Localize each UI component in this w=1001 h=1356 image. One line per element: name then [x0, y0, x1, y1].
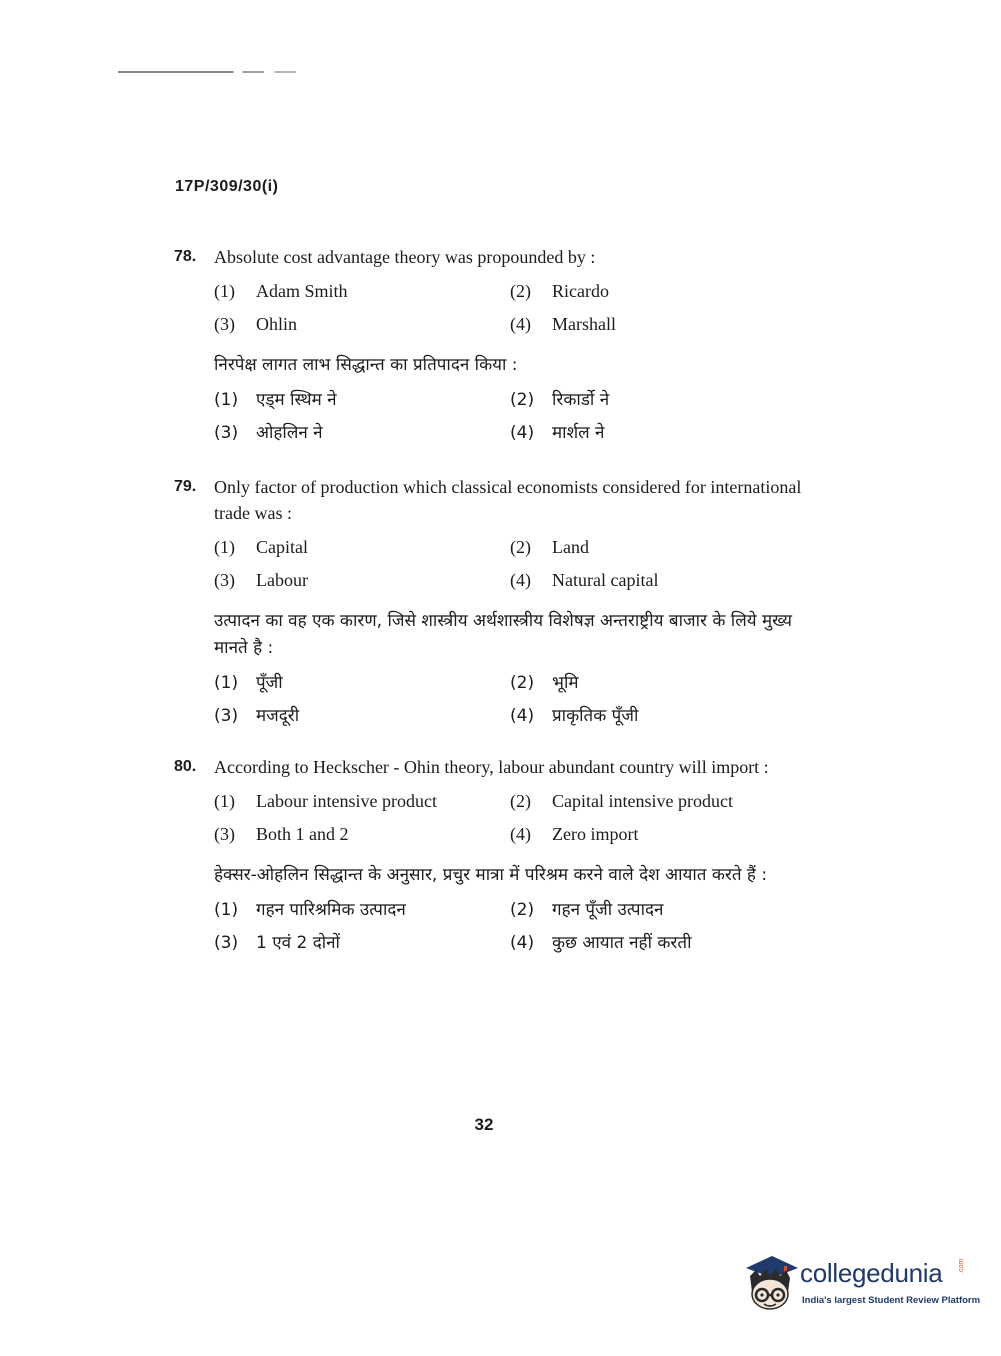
option-1: (1) Labour intensive product	[214, 791, 437, 811]
mascot-logo-icon	[742, 1250, 802, 1320]
option-4-hi: (4) प्राकृतिक पूँजी	[510, 706, 639, 726]
option-3: (3) Ohlin	[214, 314, 298, 334]
option-1-hi: (1) पूँजी	[214, 673, 283, 693]
option-1: (1) Adam Smith	[214, 281, 348, 301]
paper-code: 17P/309/30(i)	[175, 178, 279, 195]
options-hi	[214, 387, 814, 447]
question-stem: According to Heckscher - Ohin theory, labour abundant country will import :	[214, 757, 769, 777]
question-text-hi: हेक्सर-ओहलिन सिद्धान्त के अनुसार, प्रचुर मात्रा में परिश्रम करने वाले देश आयात करते हैं :	[214, 865, 768, 885]
option-4: (4) Natural capital	[510, 570, 659, 590]
page-number: 32	[474, 1115, 494, 1134]
question-text-en	[174, 754, 814, 780]
question-number: 80.	[174, 758, 197, 775]
brand-name: collegedunia	[800, 1258, 943, 1288]
collegedunia-watermark	[742, 1250, 981, 1320]
option-4-hi: (4) मार्शल ने	[510, 423, 605, 443]
option-3-hi: (3) ओहलिन ने	[214, 423, 323, 443]
option-4-hi: (4) कुछ आयात नहीं करती	[510, 933, 692, 953]
option-2: (2) Land	[510, 537, 589, 557]
option-2-hi: (2) रिकार्डो ने	[510, 390, 610, 410]
question-text-en	[174, 474, 814, 526]
option-3: (3) Labour	[214, 570, 308, 590]
option-2-hi: (2) गहन पूँजी उत्पादन	[510, 900, 664, 920]
option-1: (1) Capital	[214, 537, 308, 557]
option-4: (4) Zero import	[510, 824, 639, 844]
option-3-hi: (3) मजदूरी	[214, 706, 300, 726]
options-en	[214, 788, 814, 848]
question-text-hi: उत्पादन का वह एक कारण, जिसे शास्त्रीय अर्थशास्त्रीय विशेषज्ञ अन्तराष्ट्रीय बाजार के लिये मुख्य मानते है :	[214, 611, 792, 658]
brand-dotcom: .com	[958, 1258, 965, 1274]
option-4: (4) Marshall	[510, 314, 616, 334]
scan-artifact-line	[118, 71, 296, 73]
question-80	[174, 754, 814, 957]
option-2: (2) Ricardo	[510, 281, 609, 301]
option-1-hi: (1) गहन पारिश्रमिक उत्पादन	[214, 900, 406, 920]
question-stem: Absolute cost advantage theory was propounded by :	[214, 247, 596, 267]
option-3-hi: (3) 1 एवं 2 दोनों	[214, 933, 340, 953]
options-en	[214, 534, 814, 594]
option-1-hi: (1) एड्म स्थिम ने	[214, 390, 337, 410]
option-2-hi: (2) भूमि	[510, 673, 579, 693]
options-en	[214, 278, 814, 338]
brand-tagline: India's largest Student Review Platform	[802, 1295, 981, 1306]
question-78	[174, 244, 814, 447]
question-stem: Only factor of production which classical economists considered for international trade was :	[214, 477, 802, 523]
question-text-en	[174, 244, 814, 270]
option-2: (2) Capital intensive product	[510, 791, 733, 811]
options-hi	[214, 670, 814, 730]
options-hi	[214, 897, 814, 957]
question-number: 78.	[174, 248, 197, 265]
question-number: 79.	[174, 478, 197, 495]
question-79	[174, 474, 814, 730]
question-text-hi: निरपेक्ष लागत लाभ सिद्धान्त का प्रतिपादन किया :	[214, 355, 518, 375]
option-3: (3) Both 1 and 2	[214, 824, 349, 844]
